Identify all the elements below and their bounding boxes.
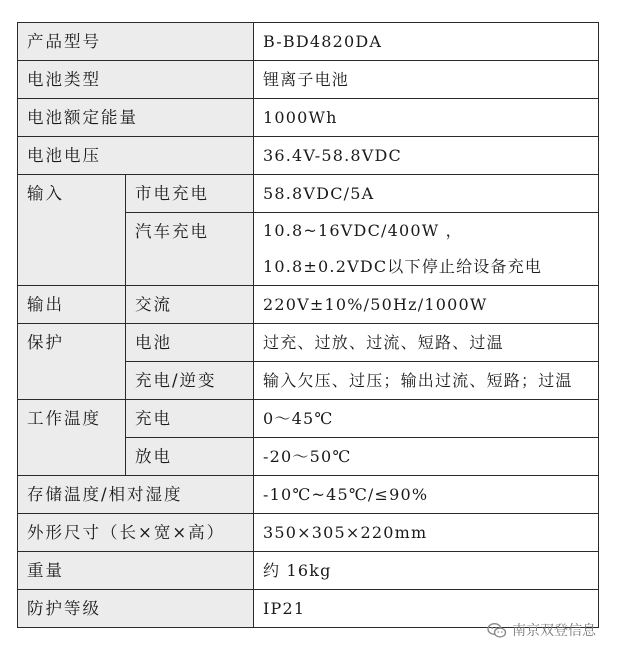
ip-value: IP21: [254, 590, 599, 628]
table-row-working-temp-charge: [18, 400, 599, 438]
working-temp-label: 工作温度: [18, 400, 126, 476]
battery-type-value: 锂离子电池: [254, 61, 599, 99]
protection-inverter-label: 充电/逆变: [126, 362, 254, 400]
output-label: 输出: [18, 286, 126, 324]
input-mains-label: 市电充电: [126, 175, 254, 213]
storage-value: -10℃~45℃/≤90%: [254, 476, 599, 514]
table-row-energy: [18, 99, 599, 137]
battery-type-label: 电池类型: [18, 61, 254, 99]
table-row-storage: [18, 476, 599, 514]
energy-value: 1000Wh: [254, 99, 599, 137]
input-mains-value: 58.8VDC/5A: [254, 175, 599, 213]
table-row-weight: [18, 552, 599, 590]
voltage-value: 36.4V-58.8VDC: [254, 137, 599, 175]
weight-label: 重量: [18, 552, 254, 590]
voltage-label: 电池电压: [18, 137, 254, 175]
energy-label: 电池额定能量: [18, 99, 254, 137]
ip-label: 防护等级: [18, 590, 254, 628]
output-ac-value: 220V±10%/50Hz/1000W: [254, 286, 599, 324]
table-row-input-mains: [18, 175, 599, 213]
dimensions-value: 350×305×220mm: [254, 514, 599, 552]
spec-table: [17, 22, 599, 628]
dimensions-label: 外形尺寸（长×宽×高）: [18, 514, 254, 552]
protection-label: 保护: [18, 324, 126, 400]
table-row-output: [18, 286, 599, 324]
table-row-protection-battery: [18, 324, 599, 362]
storage-label: 存储温度/相对湿度: [18, 476, 254, 514]
table-row-battery-type: [18, 61, 599, 99]
watermark-text: 南京双登信息: [512, 623, 596, 639]
table-row-dimensions: [18, 514, 599, 552]
table-row-model: [18, 23, 599, 61]
working-temp-charge-value: 0～45℃: [254, 400, 599, 438]
working-temp-discharge-label: 放电: [126, 438, 254, 476]
input-car-label: 汽车充电: [126, 213, 254, 286]
wechat-icon: [487, 622, 507, 639]
protection-inverter-value: 输入欠压、过压；输出过流、短路；过温: [254, 362, 599, 400]
input-car-value: 10.8~16VDC/400W ， 10.8±0.2VDC以下停止给设备充电: [254, 213, 599, 286]
working-temp-charge-label: 充电: [126, 400, 254, 438]
model-value: B-BD4820DA: [254, 23, 599, 61]
protection-battery-value: 过充、过放、过流、短路、过温: [254, 324, 599, 362]
input-label: 输入: [18, 175, 126, 286]
working-temp-discharge-value: -20～50℃: [254, 438, 599, 476]
weight-value: 约 16kg: [254, 552, 599, 590]
protection-battery-label: 电池: [126, 324, 254, 362]
output-ac-label: 交流: [126, 286, 254, 324]
table-row-voltage: [18, 137, 599, 175]
model-label: 产品型号: [18, 23, 254, 61]
watermark: [487, 620, 596, 640]
